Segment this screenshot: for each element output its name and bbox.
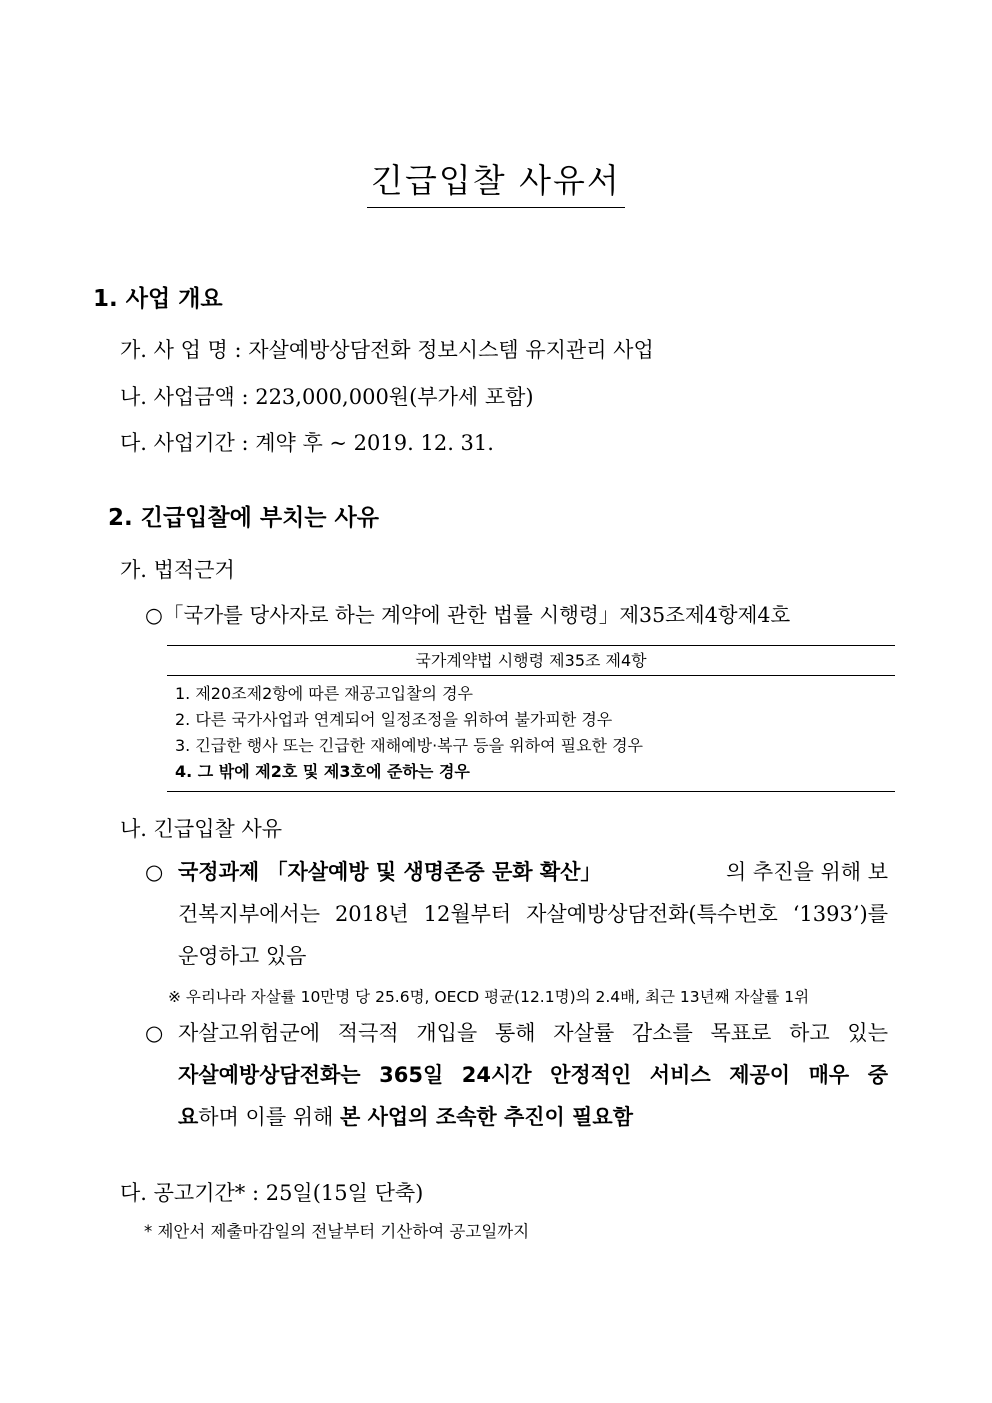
- section1-item-period: 다. 사업기간 : 계약 후 ~ 2019. 12. 31.: [120, 431, 494, 455]
- suicide-rate-note: ※ 우리나라 자살률 10만명 당 25.6명, OECD 평균(12.1명)의 2.4배, 최근 13년째 자살률 1위: [168, 988, 810, 1006]
- reason-bullet-1-line1: [178, 856, 888, 888]
- notice-period-footnote: * 제안서 제출마감일의 전날부터 기산하여 공고일까지: [144, 1222, 530, 1241]
- bullet-marker: ○: [145, 1021, 164, 1045]
- urgent-reason-label: 나. 긴급입찰 사유: [120, 817, 283, 841]
- section1-item-name: 가. 사 업 명 : 자살예방상담전화 정보시스템 유지관리 사업: [120, 338, 654, 362]
- reason-bullet-1-rest: 의 추진을 위해 보: [725, 860, 888, 884]
- legal-basis-label: 가. 법적근거: [120, 558, 235, 582]
- section2-heading: 2. 긴급입찰에 부치는 사유: [108, 505, 379, 531]
- table-row: 4. 그 밖에 제2호 및 제3호에 준하는 경우: [175, 762, 470, 781]
- legal-reference-table: [167, 645, 895, 792]
- bold-fragment: 요: [178, 1105, 199, 1129]
- legal-basis-bullet: ○「국가를 당사자로 하는 계약에 관한 법률 시행령」제35조제4항제4호: [145, 603, 791, 627]
- section1-item-amount: 나. 사업금액 : 223,000,000원(부가세 포함): [120, 385, 534, 409]
- bullet-marker: ○: [145, 860, 164, 884]
- table-row: 2. 다른 국가사업과 연계되어 일정조정을 위하여 불가피한 경우: [175, 710, 613, 729]
- national-task-bold: 국정과제 「자살예방 및 생명존중 문화 확산」: [178, 860, 602, 884]
- notice-period: 다. 공고기간* : 25일(15일 단축): [120, 1181, 424, 1205]
- reason-bullet-1-line2: 건복지부에서는 2018년 12월부터 자살예방상담전화(특수번호 ‘1393’)를: [178, 902, 888, 926]
- document-title: 긴급입찰 사유서: [0, 157, 992, 208]
- section1-heading: 1. 사업 개요: [93, 286, 223, 312]
- reason-bullet-2-line1: 자살고위험군에 적극적 개입을 통해 자살률 감소를 목표로 하고 있는: [178, 1021, 888, 1045]
- table-row: 3. 긴급한 행사 또는 긴급한 재해예방·복구 등을 위하여 필요한 경우: [175, 736, 643, 755]
- table-header: 국가계약법 시행령 제35조 제4항: [167, 646, 895, 676]
- reason-bullet-1-line3: 운영하고 있음: [178, 944, 307, 968]
- reason-bullet-2-line2: 자살예방상담전화는 365일 24시간 안정적인 서비스 제공이 매우 중: [178, 1063, 888, 1087]
- table-row: 1. 제20조제2항에 따른 재공고입찰의 경우: [175, 684, 473, 703]
- plain-fragment: 하며 이를 위해: [198, 1105, 341, 1129]
- reason-bullet-2-line3: [178, 1101, 633, 1133]
- bold-fragment: 본 사업의 조속한 추진이 필요함: [340, 1105, 634, 1129]
